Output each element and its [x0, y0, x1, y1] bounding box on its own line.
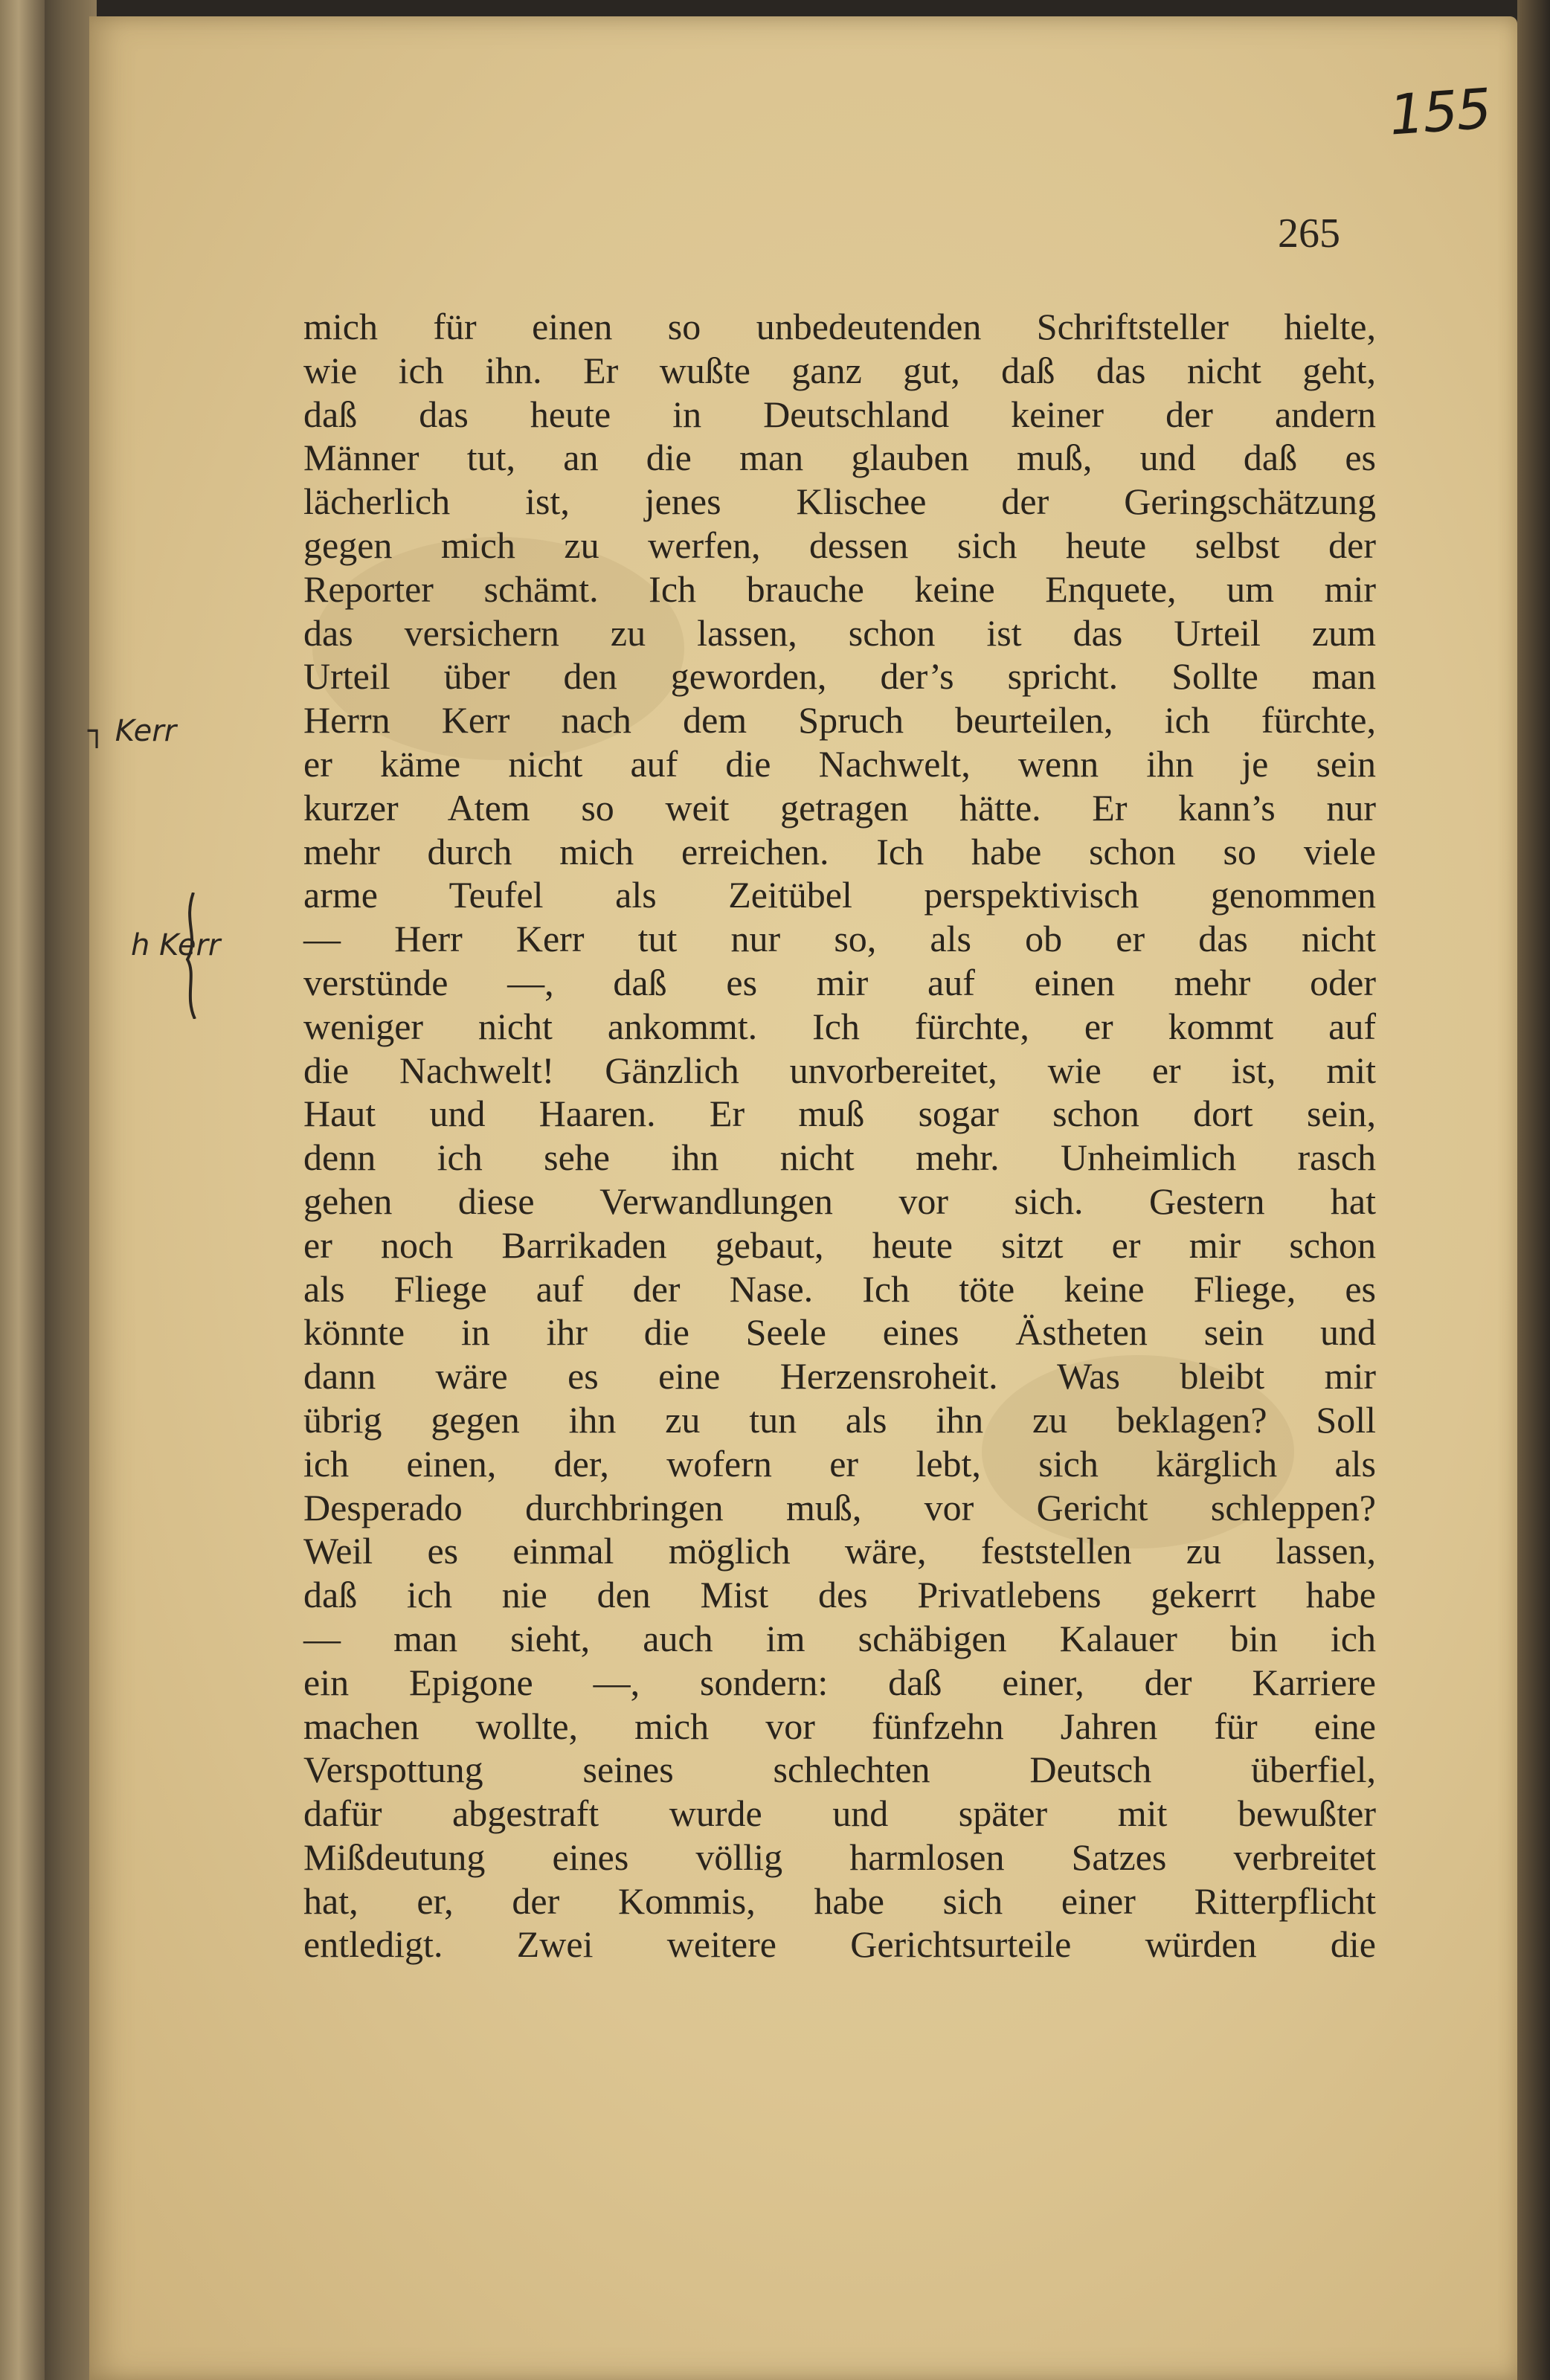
- text-line: daß ich nie den Mist des Privatlebens gekerrt habe: [303, 1574, 1376, 1616]
- text-line: könnte in ihr die Seele eines Ästheten sein und: [303, 1311, 1376, 1354]
- text-line: mehr durch mich erreichen. Ich habe schon so viele: [303, 830, 1376, 872]
- scan-background-strip: [1517, 0, 1550, 2380]
- text-line: lächerlich ist, jenes Klischee der Geringschätzung: [303, 480, 1376, 523]
- text-line: er noch Barrikaden gebaut, heute sitzt er mir schon: [303, 1223, 1376, 1266]
- page-number: 265: [1278, 210, 1340, 257]
- text-line: Weil es einmal möglich wäre, feststellen zu lassen,: [303, 1530, 1376, 1572]
- text-line: denn ich sehe ihn nicht mehr. Unheimlich rasch: [303, 1136, 1376, 1179]
- text-line: als Fliege auf der Nase. Ich töte keine Fliege, es: [303, 1267, 1376, 1310]
- text-line: — Herr Kerr tut nur so, als ob er das nicht: [303, 918, 1376, 960]
- text-line: weniger nicht ankommt. Ich fürchte, er kommt auf: [303, 1005, 1376, 1047]
- text-line: die Nachwelt! Gänzlich unvorbereitet, wie er ist, mit: [303, 1049, 1376, 1091]
- text-line: dafür abgestraft wurde und später mit bewußter: [303, 1792, 1376, 1835]
- margin-annotation: ┐ Kerr: [88, 714, 177, 748]
- text-line: gehen diese Verwandlungen vor sich. Gestern hat: [303, 1180, 1376, 1222]
- text-line: das versichern zu lassen, schon ist das Urteil zum: [303, 611, 1376, 654]
- text-line: machen wollte, mich vor fünfzehn Jahren für eine: [303, 1705, 1376, 1747]
- text-line: ein Epigone —, sondern: daß einer, der Karriere: [303, 1661, 1376, 1703]
- text-line: wie ich ihn. Er wußte ganz gut, daß das nicht geht,: [303, 349, 1376, 391]
- text-line: kurzer Atem so weit getragen hätte. Er kann’s nur: [303, 786, 1376, 829]
- book-page-edge: [0, 0, 45, 2380]
- text-line: hat, er, der Kommis, habe sich einer Ritterpflicht: [303, 1879, 1376, 1922]
- margin-annotation: h Kerr: [131, 928, 221, 962]
- text-line: Haut und Haaren. Er muß sogar schon dort sein,: [303, 1093, 1376, 1135]
- text-line: gegen mich zu werfen, dessen sich heute selbst der: [303, 524, 1376, 566]
- text-line: mich für einen so unbedeutenden Schriftsteller hielte,: [303, 306, 1376, 347]
- text-line: entledigt. Zwei weitere Gerichtsurteile würden die: [303, 1923, 1376, 1966]
- text-line: Verspottung seines schlechten Deutsch überfiel,: [303, 1749, 1376, 1791]
- text-line: Mißdeutung eines völlig harmlosen Satzes verbreitet: [303, 1836, 1376, 1878]
- text-line: arme Teufel als Zeitübel perspektivisch genommen: [303, 874, 1376, 916]
- text-line: dann wäre es eine Herzensroheit. Was bleibt mir: [303, 1355, 1376, 1398]
- text-line: verstünde —, daß es mir auf einen mehr oder: [303, 961, 1376, 1003]
- body-text: [303, 305, 1376, 1966]
- handwritten-folio-number: 155: [1387, 77, 1493, 148]
- text-line: Herrn Kerr nach dem Spruch beurteilen, ich fürchte,: [303, 699, 1376, 742]
- text-line: Männer tut, an die man glauben muß, und daß es: [303, 437, 1376, 479]
- text-line: — man sieht, auch im schäbigen Kalauer bin ich: [303, 1617, 1376, 1659]
- text-line: daß das heute in Deutschland keiner der andern: [303, 393, 1376, 435]
- text-line: er käme nicht auf die Nachwelt, wenn ihn je sein: [303, 742, 1376, 785]
- text-line: übrig gegen ihn zu tun als ihn zu beklagen? Soll: [303, 1398, 1376, 1441]
- text-line: Desperado durchbringen muß, vor Gericht schleppen?: [303, 1486, 1376, 1528]
- text-line: Reporter schämt. Ich brauche keine Enquete, um mir: [303, 567, 1376, 610]
- text-line: ich einen, der, wofern er lebt, sich kärglich als: [303, 1442, 1376, 1485]
- text-line: Urteil über den geworden, der’s spricht. Sollte man: [303, 655, 1376, 698]
